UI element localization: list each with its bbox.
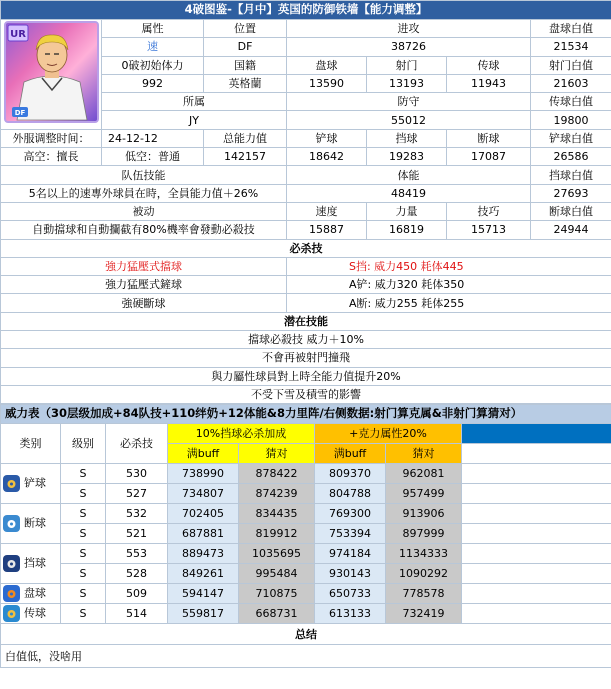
passive-text: 自動擋球和自動攔截有80%機率會發動必殺技: [1, 221, 287, 239]
skill-header: 必杀技: [106, 424, 168, 464]
team-value: JY: [102, 111, 287, 129]
skill-cell: 528: [106, 564, 168, 584]
high-ball-text: 高空：擅長: [1, 148, 102, 166]
full-buff-value-1: 559817: [168, 604, 239, 624]
position-label: 位置: [204, 20, 287, 38]
power-value: 16819: [367, 221, 447, 239]
latent-skill-item: 不受下雪及積雪的影響: [1, 385, 611, 403]
special-skill-name: 強硬斷球: [1, 294, 287, 312]
attack-label: 进攻: [287, 20, 531, 38]
special-skill-name: 強力猛壓式鏟球: [1, 276, 287, 294]
dribble-white-value: 21534: [531, 38, 611, 56]
total-label: 总能力值: [204, 129, 287, 147]
latent-skills-header: 潜在技能: [1, 312, 611, 330]
skill-cell: 509: [106, 584, 168, 604]
empty-cell: [462, 604, 611, 624]
low-ball-text: 低空：普通: [102, 148, 204, 166]
empty-cell: [462, 524, 611, 544]
pass-white-value: 19800: [531, 111, 611, 129]
skill-cell: 553: [106, 544, 168, 564]
player-portrait-image: [2, 20, 101, 124]
full-buff-value-2: 753394: [315, 524, 386, 544]
special-skill-info: S挡: 威力450 耗体445: [287, 257, 611, 275]
guess-header-1: 猜对: [239, 444, 315, 464]
full-buff-header-1: 满buff: [168, 444, 239, 464]
category-label: 传球: [24, 606, 46, 620]
level-cell: S: [61, 484, 106, 504]
blue-fill-cell: [462, 424, 611, 444]
rarity-badge: UR: [9, 29, 26, 40]
position-badge: DF: [14, 109, 25, 117]
intercept-label: 断球: [447, 129, 531, 147]
special-skill-info: A铲: 威力320 耗体350: [287, 276, 611, 294]
ur-badge-icon: [8, 25, 28, 41]
power-table: [0, 404, 611, 668]
tackle-label: 铲球: [287, 129, 367, 147]
guess-value-1: 878422: [239, 464, 315, 484]
stamina-stat-label: 体能: [287, 166, 531, 184]
skill-cell: 530: [106, 464, 168, 484]
category-label: 断球: [24, 516, 46, 530]
full-buff-value-1: 702405: [168, 504, 239, 524]
full-buff-value-1: 889473: [168, 544, 239, 564]
shoot-white-value: 21603: [531, 74, 611, 92]
category-cell: [1, 544, 61, 584]
skill-cell: 514: [106, 604, 168, 624]
tackle-value: 18642: [287, 148, 367, 166]
full-buff-header-2: 满buff: [315, 444, 386, 464]
full-buff-value-1: 734807: [168, 484, 239, 504]
special-skills-header: 必杀技: [1, 239, 611, 257]
passive-label: 被动: [1, 202, 287, 220]
guess-value-2: 962081: [386, 464, 462, 484]
guess-value-2: 778578: [386, 584, 462, 604]
dribble-icon: [3, 585, 20, 602]
power-table-title: 威力表（30层级加成+84队技+110绊奶+12体能&8力里阵/右侧数据:射门算克属&非射门算猜对）: [1, 405, 611, 424]
guess-value-2: 897999: [386, 524, 462, 544]
category-label: 挡球: [24, 556, 46, 570]
intercept-white-label: 断球白值: [531, 202, 611, 220]
defense-label: 防守: [287, 93, 531, 111]
total-value: 142157: [204, 148, 287, 166]
level-cell: S: [61, 504, 106, 524]
guess-value-1: 1035695: [239, 544, 315, 564]
empty-cell: [462, 444, 611, 464]
block-white-label: 挡球白值: [531, 166, 611, 184]
intercept-white-value: 24944: [531, 221, 611, 239]
position-badge-icon: [12, 107, 28, 117]
empty-cell: [462, 584, 611, 604]
empty-cell: [462, 464, 611, 484]
guess-value-2: 957499: [386, 484, 462, 504]
shoot-value: 13193: [367, 74, 447, 92]
card-portrait: [1, 20, 102, 130]
group2-header: +克力属性20%: [315, 424, 462, 444]
level-cell: S: [61, 604, 106, 624]
level-cell: S: [61, 524, 106, 544]
full-buff-value-2: 613133: [315, 604, 386, 624]
tackle-icon: [3, 475, 20, 492]
guess-value-1: 834435: [239, 504, 315, 524]
empty-cell: [462, 544, 611, 564]
full-buff-value-2: 809370: [315, 464, 386, 484]
attr-value: 速: [102, 38, 204, 56]
technique-value: 15713: [447, 221, 531, 239]
level-header: 级别: [61, 424, 106, 464]
guess-value-2: 1134333: [386, 544, 462, 564]
nation-value: 英格蘭: [204, 74, 287, 92]
empty-cell: [462, 504, 611, 524]
guess-value-2: 1090292: [386, 564, 462, 584]
category-label: 铲球: [24, 476, 46, 490]
full-buff-value-1: 687881: [168, 524, 239, 544]
category-label: 盘球: [24, 586, 46, 600]
guess-value-1: 874239: [239, 484, 315, 504]
category-cell: [1, 604, 61, 624]
table-row: [1, 564, 611, 584]
skill-cell: 532: [106, 504, 168, 524]
level-cell: S: [61, 544, 106, 564]
tackle-white-value: 26586: [531, 148, 611, 166]
team-label: 所属: [102, 93, 287, 111]
guess-header-2: 猜对: [386, 444, 462, 464]
shoot-white-label: 射门白值: [531, 56, 611, 74]
speed-value: 15887: [287, 221, 367, 239]
pass-value: 11943: [447, 74, 531, 92]
dribble-value: 13590: [287, 74, 367, 92]
group1-header: 10%挡球必杀加成: [168, 424, 315, 444]
empty-cell: [462, 484, 611, 504]
block-label: 挡球: [367, 129, 447, 147]
summary-header: 总结: [1, 624, 611, 645]
guess-value-1: 668731: [239, 604, 315, 624]
table-row: [1, 484, 611, 504]
defense-value: 55012: [287, 111, 531, 129]
block-white-value: 27693: [531, 184, 611, 202]
pass-label: 传球: [447, 56, 531, 74]
table-row: [1, 584, 611, 604]
dribble-label: 盘球: [287, 56, 367, 74]
stamina-value: 992: [102, 74, 204, 92]
nation-label: 国籍: [204, 56, 287, 74]
category-header: 类别: [1, 424, 61, 464]
block-value: 19283: [367, 148, 447, 166]
speed-label: 速度: [287, 202, 367, 220]
team-skill-text: 5名以上的速專外球員在時，全員能力值＋26%: [1, 184, 287, 202]
level-cell: S: [61, 564, 106, 584]
stamina-stat-value: 48419: [287, 184, 531, 202]
table-row: [1, 544, 611, 564]
power-label: 力量: [367, 202, 447, 220]
table-row: [1, 504, 611, 524]
team-skill-label: 队伍技能: [1, 166, 287, 184]
guess-value-2: 913906: [386, 504, 462, 524]
pass-white-label: 传球白值: [531, 93, 611, 111]
skill-cell: 521: [106, 524, 168, 544]
table-row: [1, 464, 611, 484]
table-row: [1, 524, 611, 544]
intercept-value: 17087: [447, 148, 531, 166]
attr-label: 属性: [102, 20, 204, 38]
full-buff-value-2: 804788: [315, 484, 386, 504]
latent-skill-item: 與力屬性球員對上時全能力值提升20%: [1, 367, 611, 385]
full-buff-value-2: 974184: [315, 544, 386, 564]
level-cell: S: [61, 464, 106, 484]
position-value: DF: [204, 38, 287, 56]
special-skill-name: 強力猛壓式擋球: [1, 257, 287, 275]
full-buff-value-2: 930143: [315, 564, 386, 584]
attack-value: 38726: [287, 38, 531, 56]
full-buff-value-1: 849261: [168, 564, 239, 584]
full-buff-value-2: 650733: [315, 584, 386, 604]
adjust-time-label: 外服调整时间：: [1, 129, 102, 147]
page-title: 4破图鉴-【月中】英国的防御铁墙【能力调整】: [1, 1, 611, 20]
category-cell: [1, 584, 61, 604]
shoot-label: 射门: [367, 56, 447, 74]
guess-value-1: 819912: [239, 524, 315, 544]
stamina-label: 0破初始体力: [102, 56, 204, 74]
dribble-white-label: 盘球白值: [531, 20, 611, 38]
guess-value-1: 995484: [239, 564, 315, 584]
level-cell: S: [61, 584, 106, 604]
category-cell: [1, 464, 61, 504]
category-cell: [1, 504, 61, 544]
guess-value-1: 710875: [239, 584, 315, 604]
skill-cell: 527: [106, 484, 168, 504]
latent-skill-item: 不會再被射門撞飛: [1, 349, 611, 367]
summary-text: 白值低，没啥用: [1, 645, 611, 668]
technique-label: 技巧: [447, 202, 531, 220]
adjust-time-value: 24-12-12: [102, 129, 204, 147]
block-icon: [3, 555, 20, 572]
full-buff-value-2: 769300: [315, 504, 386, 524]
table-row: [1, 604, 611, 624]
latent-skill-item: 擋球必殺技 威力＋10%: [1, 331, 611, 349]
empty-cell: [462, 564, 611, 584]
pass-icon: [3, 605, 20, 622]
tackle-white-label: 铲球白值: [531, 129, 611, 147]
guess-value-2: 732419: [386, 604, 462, 624]
special-skill-info: A断: 威力255 耗体255: [287, 294, 611, 312]
full-buff-value-1: 738990: [168, 464, 239, 484]
intercept-icon: [3, 515, 20, 532]
full-buff-value-1: 594147: [168, 584, 239, 604]
